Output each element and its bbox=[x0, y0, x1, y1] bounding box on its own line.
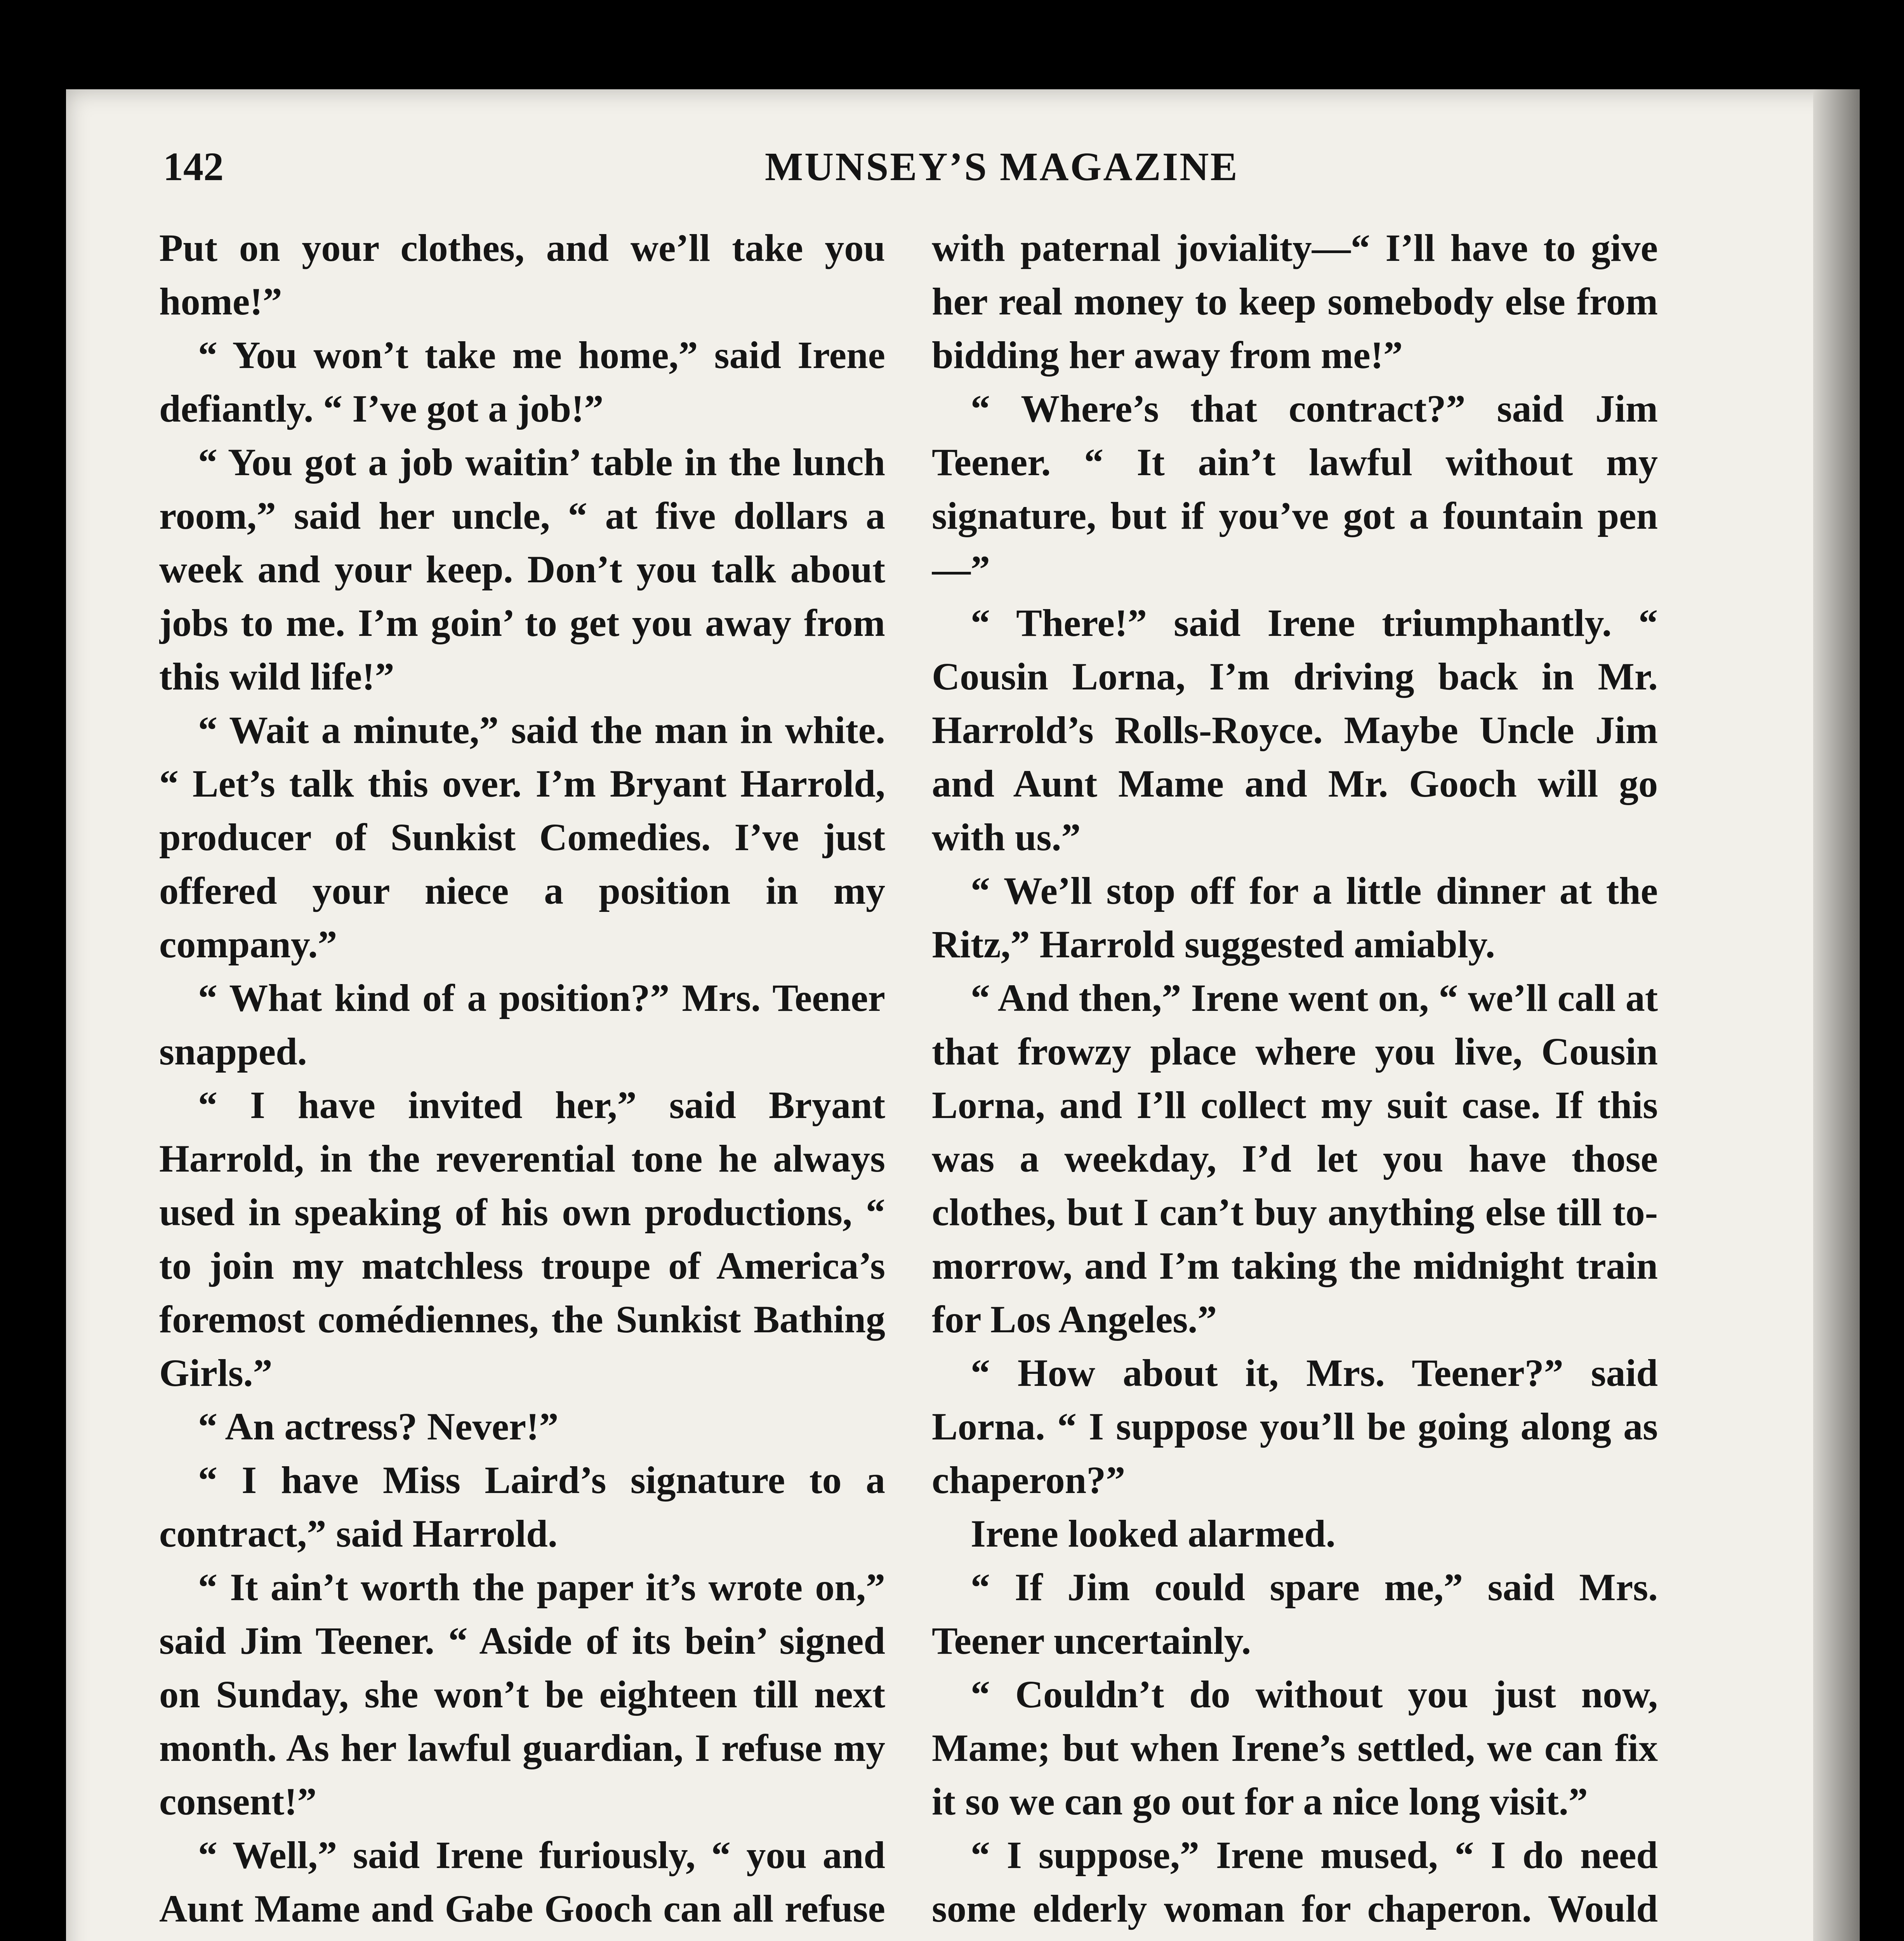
paragraph: “ If Jim could spare me,” said Mrs. Teener uncertainly. bbox=[932, 1566, 1658, 1662]
paragraph: “ I have Miss Laird’s signature to a contract,” said Harrold. bbox=[159, 1458, 885, 1555]
paragraph: “ An actress? Never!” bbox=[198, 1405, 559, 1448]
page-edge-shadow bbox=[1813, 89, 1860, 1941]
paragraph: “ I suppose,” Irene mused, “ I do need some elderly woman for chaperon. Would bbox=[932, 1833, 1658, 1930]
paragraph: Put on your clothes, and we’ll take you home!” bbox=[159, 226, 885, 323]
paragraph: “ I have invited her,” said Bryant Harrold, in the reverential tone he always used in speaking of his own productions, “ to join my matchless troupe of America’s foremost comédiennes, the Sunkist Bathing Girls.” bbox=[159, 1083, 885, 1394]
paragraph: Irene looked alarmed. bbox=[971, 1512, 1336, 1555]
paragraph: “ We’ll stop off for a little dinner at the Ritz,” Harrold suggested amiably. bbox=[932, 869, 1658, 966]
paragraph: with paternal joviality—“ I’ll have to give her real money to keep somebody else from bidding her away from me!” bbox=[932, 226, 1658, 377]
left-column bbox=[159, 221, 885, 1941]
right-column bbox=[932, 221, 1658, 1941]
paragraph: “ You won’t take me home,” said Irene defiantly. “ I’ve got a job!” bbox=[159, 333, 885, 430]
paragraph: “ Well,” said Irene furiously, “ you and Aunt Mame and Gabe Gooch can all refuse bbox=[159, 1833, 885, 1930]
paragraph: “ Couldn’t do without you just now, Mame; but when Irene’s settled, we can fix it so we can go out for a nice long visit.” bbox=[932, 1673, 1658, 1823]
paragraph: “ How about it, Mrs. Teener?” said Lorna. “ I suppose you’ll be going along as chaperon?” bbox=[932, 1351, 1658, 1502]
paragraph: “ What kind of a position?” Mrs. Teener snapped. bbox=[159, 976, 885, 1073]
running-title: MUNSEY’S MAGAZINE bbox=[765, 144, 1239, 189]
running-head bbox=[163, 144, 1677, 206]
paragraph: “ You got a job waitin’ table in the lunch room,” said her uncle, “ at five dollars a week and your keep. Don’t you talk about jobs to me. I’m goin’ to get you away from this wild life!” bbox=[159, 441, 885, 698]
paragraph: “ Wait a minute,” said the man in white. “ Let’s talk this over. I’m Bryant Harrold, producer of Sunkist Comedies. I’ve just offered your niece a position in my company.” bbox=[159, 708, 885, 966]
page-number: 142 bbox=[163, 144, 224, 189]
paragraph: “ Where’s that contract?” said Jim Teener. “ It ain’t lawful without my signature, but if you’ve got a fountain pen—” bbox=[932, 387, 1658, 591]
paragraph: “ It ain’t worth the paper it’s wrote on,” said Jim Teener. “ Aside of its bein’ signed on Sunday, she won’t be eighteen till next month. As her lawful guardian, I refuse my consent!” bbox=[159, 1566, 885, 1823]
paragraph: “ There!” said Irene triumphantly. “ Cousin Lorna, I’m driving back in Mr. Harrold’s Rolls-Royce. Maybe Uncle Jim and Aunt Mame and Mr. Gooch will go with us.” bbox=[932, 601, 1658, 859]
paragraph: “ And then,” Irene went on, “ we’ll call at that frowzy place where you live, Cousin Lorna, and I’ll collect my suit case. If this was a weekday, I’d let you have those clothes, but I can’t buy anything else till to-morrow, and I’m taking the midnight train for Los Angeles.” bbox=[932, 976, 1658, 1341]
